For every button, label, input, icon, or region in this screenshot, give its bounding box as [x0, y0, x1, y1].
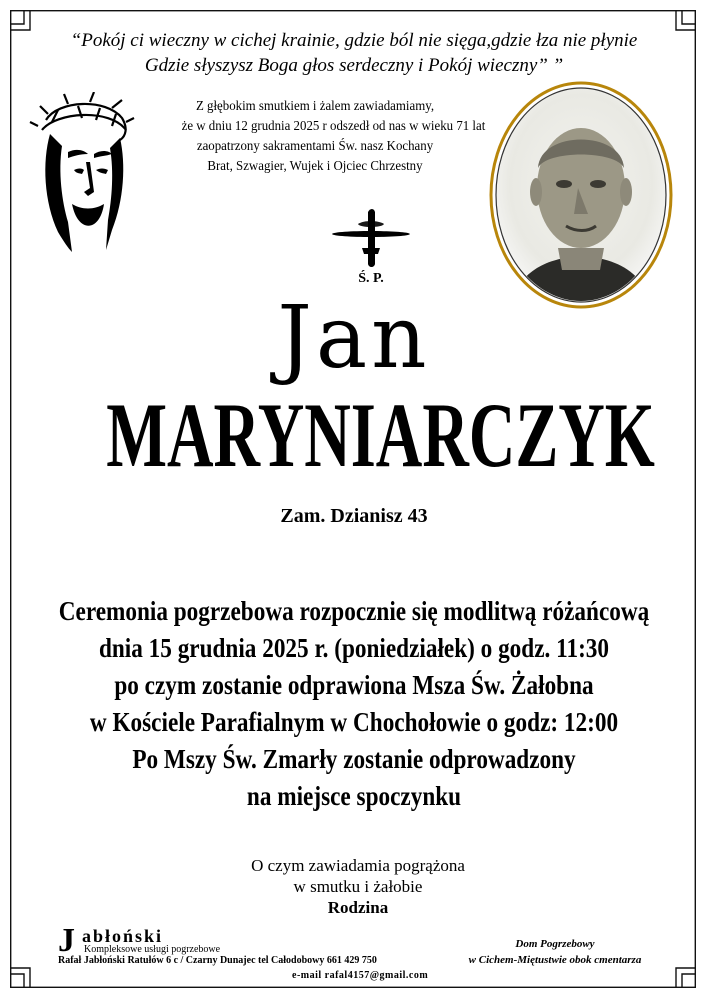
closing-line-1: O czym zawiadamia pogrążona — [251, 856, 465, 875]
announcement-line: Z głębokim smutkiem i żalem zawiadamiamy, — [195, 99, 435, 114]
announcement — [181, 97, 486, 177]
closing-note — [208, 855, 508, 918]
home-line-1: Dom Pogrzebowy — [515, 938, 595, 950]
home-line-2: w Cichem-Miętustwie obok cmentarza — [468, 954, 642, 966]
ceremony-line: dnia 15 grudnia 2025 r. (poniedziałek) o godz. 11:30 — [98, 633, 610, 663]
deceased-surname: MARYNIARCZYK — [106, 384, 655, 486]
closing-family: Rodzina — [327, 898, 389, 917]
logo-tagline: Kompleksowe usługi pogrzebowe — [84, 944, 221, 955]
funeral-home-contact: Rafał Jabłoński Ratułów 6 c / Czarny Dunajec tel Całodobowy 661 429 750 — [58, 955, 377, 966]
deceased-portrait — [488, 80, 674, 310]
ceremony-line: po czym zostanie odprawiona Msza Św. Żałobna — [114, 670, 594, 700]
poem-line-2: Gdzie słyszysz Boga głos serdeczny i Pokój wieczny” ” — [144, 55, 564, 76]
poem — [0, 28, 708, 78]
logo-initial: J — [58, 922, 75, 959]
cross-icon — [330, 208, 412, 286]
announcement-line: Brat, Szwagier, Wujek i Ojciec Chrzestny — [207, 159, 423, 174]
deceased-first-name: Jan — [277, 288, 431, 388]
ceremony-line: Ceremonia pogrzebowa rozpocznie się modlitwą różańcową — [58, 596, 650, 626]
logo-brand: abłoński — [82, 926, 164, 946]
ceremony-line: Po Mszy Św. Zmarły zostanie odprowadzony — [132, 744, 576, 774]
ceremony-line: w Kościele Parafialnym w Chochołowie o godz: 12:00 — [89, 707, 619, 737]
announcement-line: że w dniu 12 grudnia 2025 r odszedł od nas w wieku 71 lat — [181, 119, 486, 134]
funeral-home-email: e-mail rafal4157@gmail.com — [292, 970, 429, 981]
ceremony-line: na miejsce spoczynku — [246, 781, 462, 811]
funeral-home-location — [450, 936, 660, 968]
deceased-address: Zam. Dzianisz 43 — [280, 505, 428, 527]
cross-label: Ś. P. — [358, 271, 384, 286]
poem-line-1: “Pokój ci wieczny w cichej krainie, gdzie ból nie sięga,gdzie łza nie płynie — [70, 30, 638, 51]
ceremony-details — [0, 593, 708, 815]
closing-line-2: w smutku i żałobie — [293, 877, 423, 896]
announcement-line: zaopatrzony sakramentami Św. nasz Kochany — [196, 139, 434, 154]
jesus-crown-of-thorns-image — [28, 92, 138, 252]
